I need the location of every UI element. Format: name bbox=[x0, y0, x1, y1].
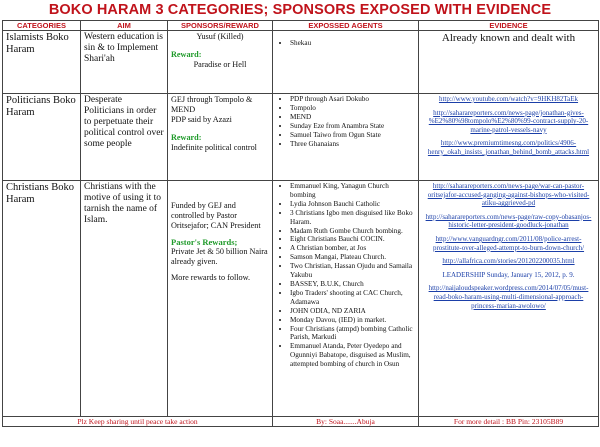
sponsor-text: PDP said by Azazi bbox=[171, 115, 232, 124]
agents-cell bbox=[273, 94, 419, 181]
reward-text: Paradise or Hell bbox=[193, 60, 247, 69]
list-item: • Madam Ruth Gombe Church bombing. bbox=[290, 227, 415, 236]
reward-text: Indefinite political control bbox=[171, 143, 257, 152]
table-row bbox=[3, 181, 599, 417]
list-item: • MEND bbox=[290, 113, 415, 122]
reward-label: Pastor's Rewards; bbox=[171, 237, 238, 247]
evidence-citation: LEADERSHIP Sunday, January 15, 2012, p. 9. bbox=[442, 270, 575, 279]
evidence-cell bbox=[419, 181, 599, 417]
sponsor-text: GEJ through Tompolo & MEND bbox=[171, 95, 253, 114]
list-item: • Emmanuel Atanda, Peter Oyedepo and Ogunniyi Babatope, disguised as Muslim, attempted bombing of church in Osun bbox=[290, 342, 415, 369]
evidence-link[interactable]: http://www.vanguardngr.com/2011/08/police-arrest-prostitute-over-alleged-attempt-to-burn-down-church/ bbox=[432, 234, 585, 252]
list-item: • Lydia Johnson Bauchi Catholic bbox=[290, 200, 415, 209]
evidence-cell: Already known and dealt with bbox=[419, 31, 599, 94]
table-row bbox=[3, 31, 599, 94]
list-item: • Shekau bbox=[290, 39, 415, 48]
agents-cell bbox=[273, 181, 419, 417]
header-categories: CATEGORIES bbox=[3, 21, 81, 31]
list-item: • Emmanuel King, Yanagun Church bombing bbox=[290, 182, 415, 200]
evidence-link[interactable]: http://saharareporters.com/news-page/war-can-pastor-oritsejafor-accused-ganging-against-bishops-who-visited-atiku-aggrieved-pd bbox=[427, 182, 590, 208]
header-aim: AIM bbox=[81, 21, 168, 31]
category-cell: Christians Boko Haram bbox=[3, 181, 81, 417]
category-cell: Islamists Boko Haram bbox=[3, 31, 81, 94]
table-header-row bbox=[3, 21, 599, 31]
aim-cell: Desperate Politicians in order to perpetuate their political control over some people bbox=[81, 94, 168, 181]
list-item: • JOHN ODIA, ND ZARIA bbox=[290, 307, 415, 316]
sponsors-table bbox=[2, 20, 599, 427]
list-item: • Two Christian, Hassan Ojudu and Samaila Yakubu bbox=[290, 262, 415, 280]
list-item: • Three Ghanaians bbox=[290, 140, 415, 149]
evidence-link[interactable]: http://saharareporters.com/news-page/jonathan-gives-%E2%80%98tompolo%E2%80%99-contract-supply-20-marine-patrol-vessels-navy bbox=[428, 108, 589, 134]
agents-cell bbox=[273, 31, 419, 94]
evidence-link[interactable]: http://saharareporters.com/news-page/raw-copy-obasanjos-historic-letter-president-goodluck-jonathan bbox=[425, 212, 592, 230]
evidence-link[interactable]: http://www.premiumtimesng.com/politics/4906-henry_okah_insists_jonathan_behind_bomb_attacks.html bbox=[427, 139, 590, 156]
list-item: • 3 Christians Igbo men disguised like Boko Haram. bbox=[290, 209, 415, 227]
evidence-cell bbox=[419, 94, 599, 181]
aim-cell: Western education is sin & to Implement Shari'ah bbox=[81, 31, 168, 94]
reward-text: Private Jet & 50 billion Naira already given. bbox=[171, 247, 268, 266]
list-item: • BASSEY, B.U.K, Church bbox=[290, 280, 415, 289]
list-item: • Four Christians (atmpd) bombing Catholic Parish, Markudi bbox=[290, 325, 415, 343]
evidence-link[interactable]: http://naijaloudspeaker.wordpress.com/2014/07/05/must-read-boko-haram-using-multi-dimensional-approach-princess-marian-awolowo/ bbox=[428, 284, 589, 310]
footer-row bbox=[3, 417, 599, 427]
sponsor-cell bbox=[168, 31, 273, 94]
agents-list bbox=[276, 95, 415, 148]
sponsor-cell bbox=[168, 181, 273, 417]
table-row bbox=[3, 94, 599, 181]
category-cell: Politicians Boko Haram bbox=[3, 94, 81, 181]
evidence-link[interactable]: http://allafrica.com/stories/201202200035.html bbox=[442, 257, 575, 266]
evidence-link[interactable]: http://www.youtube.com/watch?v=9HKH82TaEk bbox=[438, 95, 579, 103]
list-item: • Sunday Eze from Anambra State bbox=[290, 122, 415, 131]
document-title: BOKO HARAM 3 CATEGORIES; SPONSORS EXPOSED WITH EVIDENCE bbox=[48, 2, 552, 18]
reward-label: Reward: bbox=[171, 133, 202, 142]
sponsor-text: Funded by GEJ and controlled by Pastor Oritsejafor; CAN President bbox=[171, 201, 261, 230]
footer-contact: For more detail : BB Pin: 23105B89 bbox=[419, 417, 599, 427]
agents-list bbox=[276, 39, 415, 48]
list-item: • Samson Mangai, Plateau Church. bbox=[290, 253, 415, 262]
list-item: • Eight Christians Bauchi COCIN. bbox=[290, 235, 415, 244]
list-item: • PDP through Asari Dokubo bbox=[290, 95, 415, 104]
sponsor-text: Yusuf (Killed) bbox=[196, 32, 244, 41]
header-sponsors-reward: SPONSORS/REWARD bbox=[168, 21, 273, 31]
list-item: • Tompolo bbox=[290, 104, 415, 113]
list-item: • Igbo Traders' shooting at CAC Church, Adamawa bbox=[290, 289, 415, 307]
list-item: • Samuel Taiwo from Ogun State bbox=[290, 131, 415, 140]
aim-cell: Christians with the motive of using it to tarnish the name of Islam. bbox=[81, 181, 168, 417]
header-evidence: EVIDENCE bbox=[419, 21, 599, 31]
footer-author: By: Soaa.......Abuja bbox=[273, 417, 419, 427]
more-rewards-text: More rewards to follow. bbox=[171, 273, 251, 282]
footer-share-note: Plz Keep sharing until peace take action bbox=[3, 417, 273, 427]
list-item: • Monday Davou, (IED) in market. bbox=[290, 316, 415, 325]
sponsor-cell bbox=[168, 94, 273, 181]
list-item: • A Christian bomber, at Jos bbox=[290, 244, 415, 253]
reward-label: Reward: bbox=[171, 50, 202, 59]
agents-list bbox=[276, 182, 415, 369]
header-exposed-agents: EXPOSSED AGENTS bbox=[273, 21, 419, 31]
